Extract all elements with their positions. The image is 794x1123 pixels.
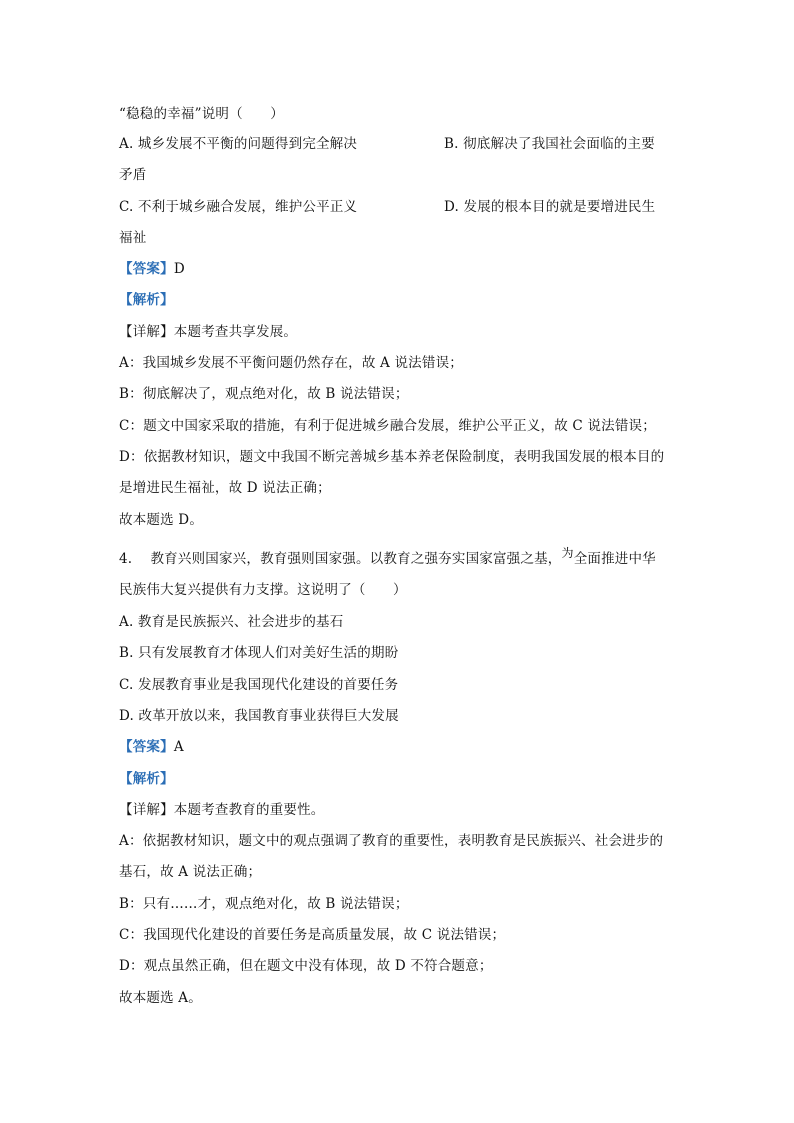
q4-option-d: D. 改革开放以来，我国教育事业获得巨大发展 — [119, 708, 399, 724]
answer-value: A — [173, 739, 184, 755]
q4-stem-superscript: 为 — [561, 546, 574, 560]
q3-option-d-cont: 福祉 — [119, 230, 147, 246]
answer-value: D — [173, 261, 185, 277]
q3-option-a: A. 城乡发展不平衡的问题得到完全解决 — [119, 136, 358, 152]
q4-analysis-line: A：依据教材知识，题文中的观点强调了教育的重要性，表明教育是民族振兴、社会进步的 — [119, 833, 664, 849]
q4-detail: 【详解】本题考查教育的重要性。 — [119, 802, 325, 818]
answer-tag: 【答案】 — [119, 739, 174, 755]
q3-analysis-line: 是增进民生福祉，故 D 说法正确； — [119, 480, 331, 496]
q4-conclusion: 故本题选 A。 — [119, 990, 202, 1006]
q3-option-b-cont: 矛盾 — [119, 167, 147, 183]
q3-conclusion: 故本题选 D。 — [119, 512, 204, 528]
q3-stem-tail: “稳稳的幸福”说明（ ） — [119, 106, 284, 122]
q4-option-a: A. 教育是民族振兴、社会进步的基石 — [119, 614, 344, 630]
q4-option-c: C. 发展教育事业是我国现代化建设的首要任务 — [119, 677, 399, 693]
q4-analysis-tag — [119, 770, 174, 788]
q4-stem-part: 4. 教育兴则国家兴，教育强则国家强。以教育之强夯实国家富强之基， — [119, 551, 562, 567]
q4-stem-part: 全面推进中华 — [573, 551, 656, 567]
q3-option-b: B. 彻底解决了我国社会面临的主要 — [444, 136, 655, 152]
q4-stem-line2: 民族伟大复兴提供有力支撑。这说明了（ ） — [119, 582, 407, 598]
q3-analysis-line: B：彻底解决了，观点绝对化，故 B 说法错误； — [119, 386, 409, 402]
q4-analysis-line: 基石，故 A 说法正确； — [119, 864, 262, 880]
q4-analysis-line: D：观点虽然正确，但在题文中没有体现，故 D 不符合题意； — [119, 958, 493, 974]
analysis-tag: 【解析】 — [119, 292, 174, 308]
analysis-tag: 【解析】 — [119, 771, 174, 787]
q4-answer — [119, 738, 184, 756]
q3-analysis-line: C：题文中国家采取的措施，有利于促进城乡融合发展，维护公平正义，故 C 说法错误； — [119, 418, 656, 434]
q4-analysis-line: C：我国现代化建设的首要任务是高质量发展，故 C 说法错误； — [119, 927, 506, 943]
q3-analysis-tag — [119, 291, 174, 309]
q3-option-c: C. 不利于城乡融合发展，维护公平正义 — [119, 199, 358, 215]
q3-answer — [119, 260, 185, 278]
q3-analysis-line: D：依据教材知识，题文中我国不断完善城乡基本养老保险制度，表明我国发展的根本目的 — [119, 449, 665, 465]
answer-tag: 【答案】 — [119, 261, 174, 277]
q4-option-b: B. 只有发展教育才体现人们对美好生活的期盼 — [119, 645, 399, 661]
q3-detail: 【详解】本题考查共享发展。 — [119, 324, 298, 340]
q4-analysis-line: B：只有……才，观点绝对化，故 B 说法错误； — [119, 896, 409, 912]
q3-analysis-line: A：我国城乡发展不平衡问题仍然存在，故 A 说法错误； — [119, 355, 463, 371]
q4-stem-line1 — [119, 546, 656, 568]
q3-option-d: D. 发展的根本目的就是要增进民生 — [444, 199, 656, 215]
